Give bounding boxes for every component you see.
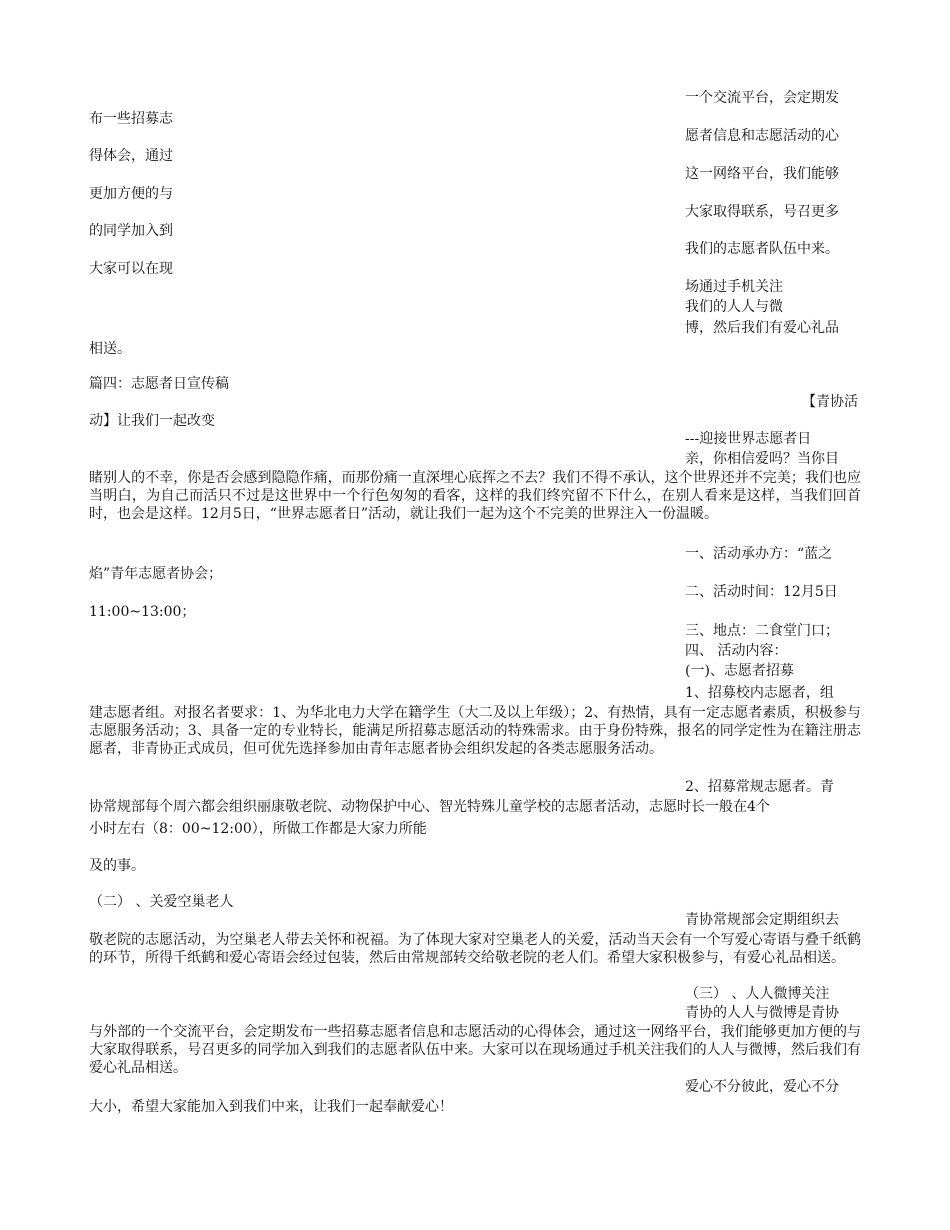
text-line: 愿者信息和志愿活动的心 — [685, 128, 839, 144]
paragraph: 与外部的一个交流平台，会定期发布一些招募志愿者信息和志愿活动的心得体会，通过这一网络平台，我们能够更加方便的与大家取得联系，号召更多的同学加入到我们的志愿者队伍中来。大家可以在现场通过手机关注我们的人人与微博，然后我们有爱心礼品相送。 — [89, 1024, 861, 1076]
text-line: 焰”青年志愿者协会； — [89, 566, 223, 582]
text-line: 及的事。 — [89, 858, 145, 874]
text-line: 大小，希望大家能加入到我们中来，让我们一起奉献爱心！ — [89, 1099, 453, 1115]
text-line: 我们的人人与微 — [685, 299, 783, 315]
text-line: 二、活动时间：12月5日 — [685, 584, 838, 600]
text-line: 协常规部每个周六都会组织丽康敬老院、动物保护中心、智光特殊儿童学校的志愿者活动，志愿时长一般在4个 — [89, 799, 770, 815]
text-line: 1、招募校内志愿者，组 — [685, 685, 834, 701]
text-line: 得体会，通过 — [89, 148, 173, 164]
text-line: 一、活动承办方：“蓝之 — [685, 546, 833, 562]
text-line: 亲，你相信爱吗？当你目 — [685, 451, 839, 467]
text-line: 四、 活动内容： — [685, 643, 788, 659]
paragraph: 建志愿者组。对报名者要求：1、为华北电力大学在籍学生（大二及以上年级）；2、有热情，具有一定志愿者素质，积极参与志愿服务活动；3、具备一定的专业特长，能满足所招募志愿活动的特殊需求。由于身份特殊，报名的同学定性为在籍注册志愿者，非青协正式成员，但可优先选择参加由青年志愿者协会组织发起的各类志愿服务活动。 — [89, 705, 861, 757]
text-line: 三、地点：二食堂门口； — [685, 623, 839, 639]
text-line: 一个交流平台，会定期发 — [685, 90, 839, 106]
text-line: 场通过手机关注 — [685, 279, 783, 295]
text-line: (一)、志愿者招募 — [685, 663, 794, 679]
text-line: 小时左右（8：00~12:00），所做工作都是大家力所能 — [89, 821, 427, 837]
text-line: 11:00~13:00； — [89, 604, 196, 620]
text-line: 爱心不分彼此，爱心不分 — [685, 1079, 839, 1095]
text-line: 博，然后我们有爱心礼品 — [685, 320, 839, 336]
text-line: 更加方便的与 — [89, 186, 173, 202]
paragraph: 敬老院的志愿活动，为空巢老人带去关怀和祝福。为了体现大家对空巢老人的关爱，活动当天会有一个写爱心寄语与叠千纸鹤的环节，所得千纸鹤和爱心寄语会经过包装，然后由常规部转交给敬老院的老人们。希望大家积极参与，有爱心礼品相送。 — [89, 932, 861, 966]
text-line: 【青协活 — [802, 394, 858, 410]
subsection-title: （二） 、关爱空巢老人 — [89, 894, 234, 910]
text-line: 的同学加入到 — [89, 223, 173, 239]
text-line: 动】让我们一起改变 — [89, 413, 215, 429]
text-line: 这一网络平台，我们能够 — [685, 166, 839, 182]
text-line: 2、招募常规志愿者。青 — [685, 779, 834, 795]
text-line: 我们的志愿者队伍中来。 — [685, 241, 839, 257]
section-title: 篇四：志愿者日宣传稿 — [89, 376, 229, 392]
paragraph: 睹别人的不幸，你是否会感到隐隐作痛，而那份痛一直深埋心底挥之不去？我们不得不承认，这个世界还并不完美；我们也应当明白，为自己而活只不过是这世界中一个行色匆匆的看客，这样的我们终究留不下什么，在别人看来是这样，当我们回首时，也会是这样。12月5日，“世界志愿者日”活动，就让我们一起为这个不完美的世界注入一份温暖。 — [89, 470, 861, 522]
text-line: 布一些招募志 — [89, 111, 173, 127]
text-line: 大家取得联系，号召更多 — [685, 204, 839, 220]
subsection-title: （三） 、人人微博关注 — [685, 986, 830, 1002]
text-line: ---迎接世界志愿者日 — [685, 431, 812, 447]
text-line: 青协常规部会定期组织去 — [685, 912, 839, 928]
text-line: 青协的人人与微博是青协 — [685, 1005, 839, 1021]
text-line: 相送。 — [89, 341, 131, 357]
text-line: 大家可以在现 — [89, 261, 173, 277]
